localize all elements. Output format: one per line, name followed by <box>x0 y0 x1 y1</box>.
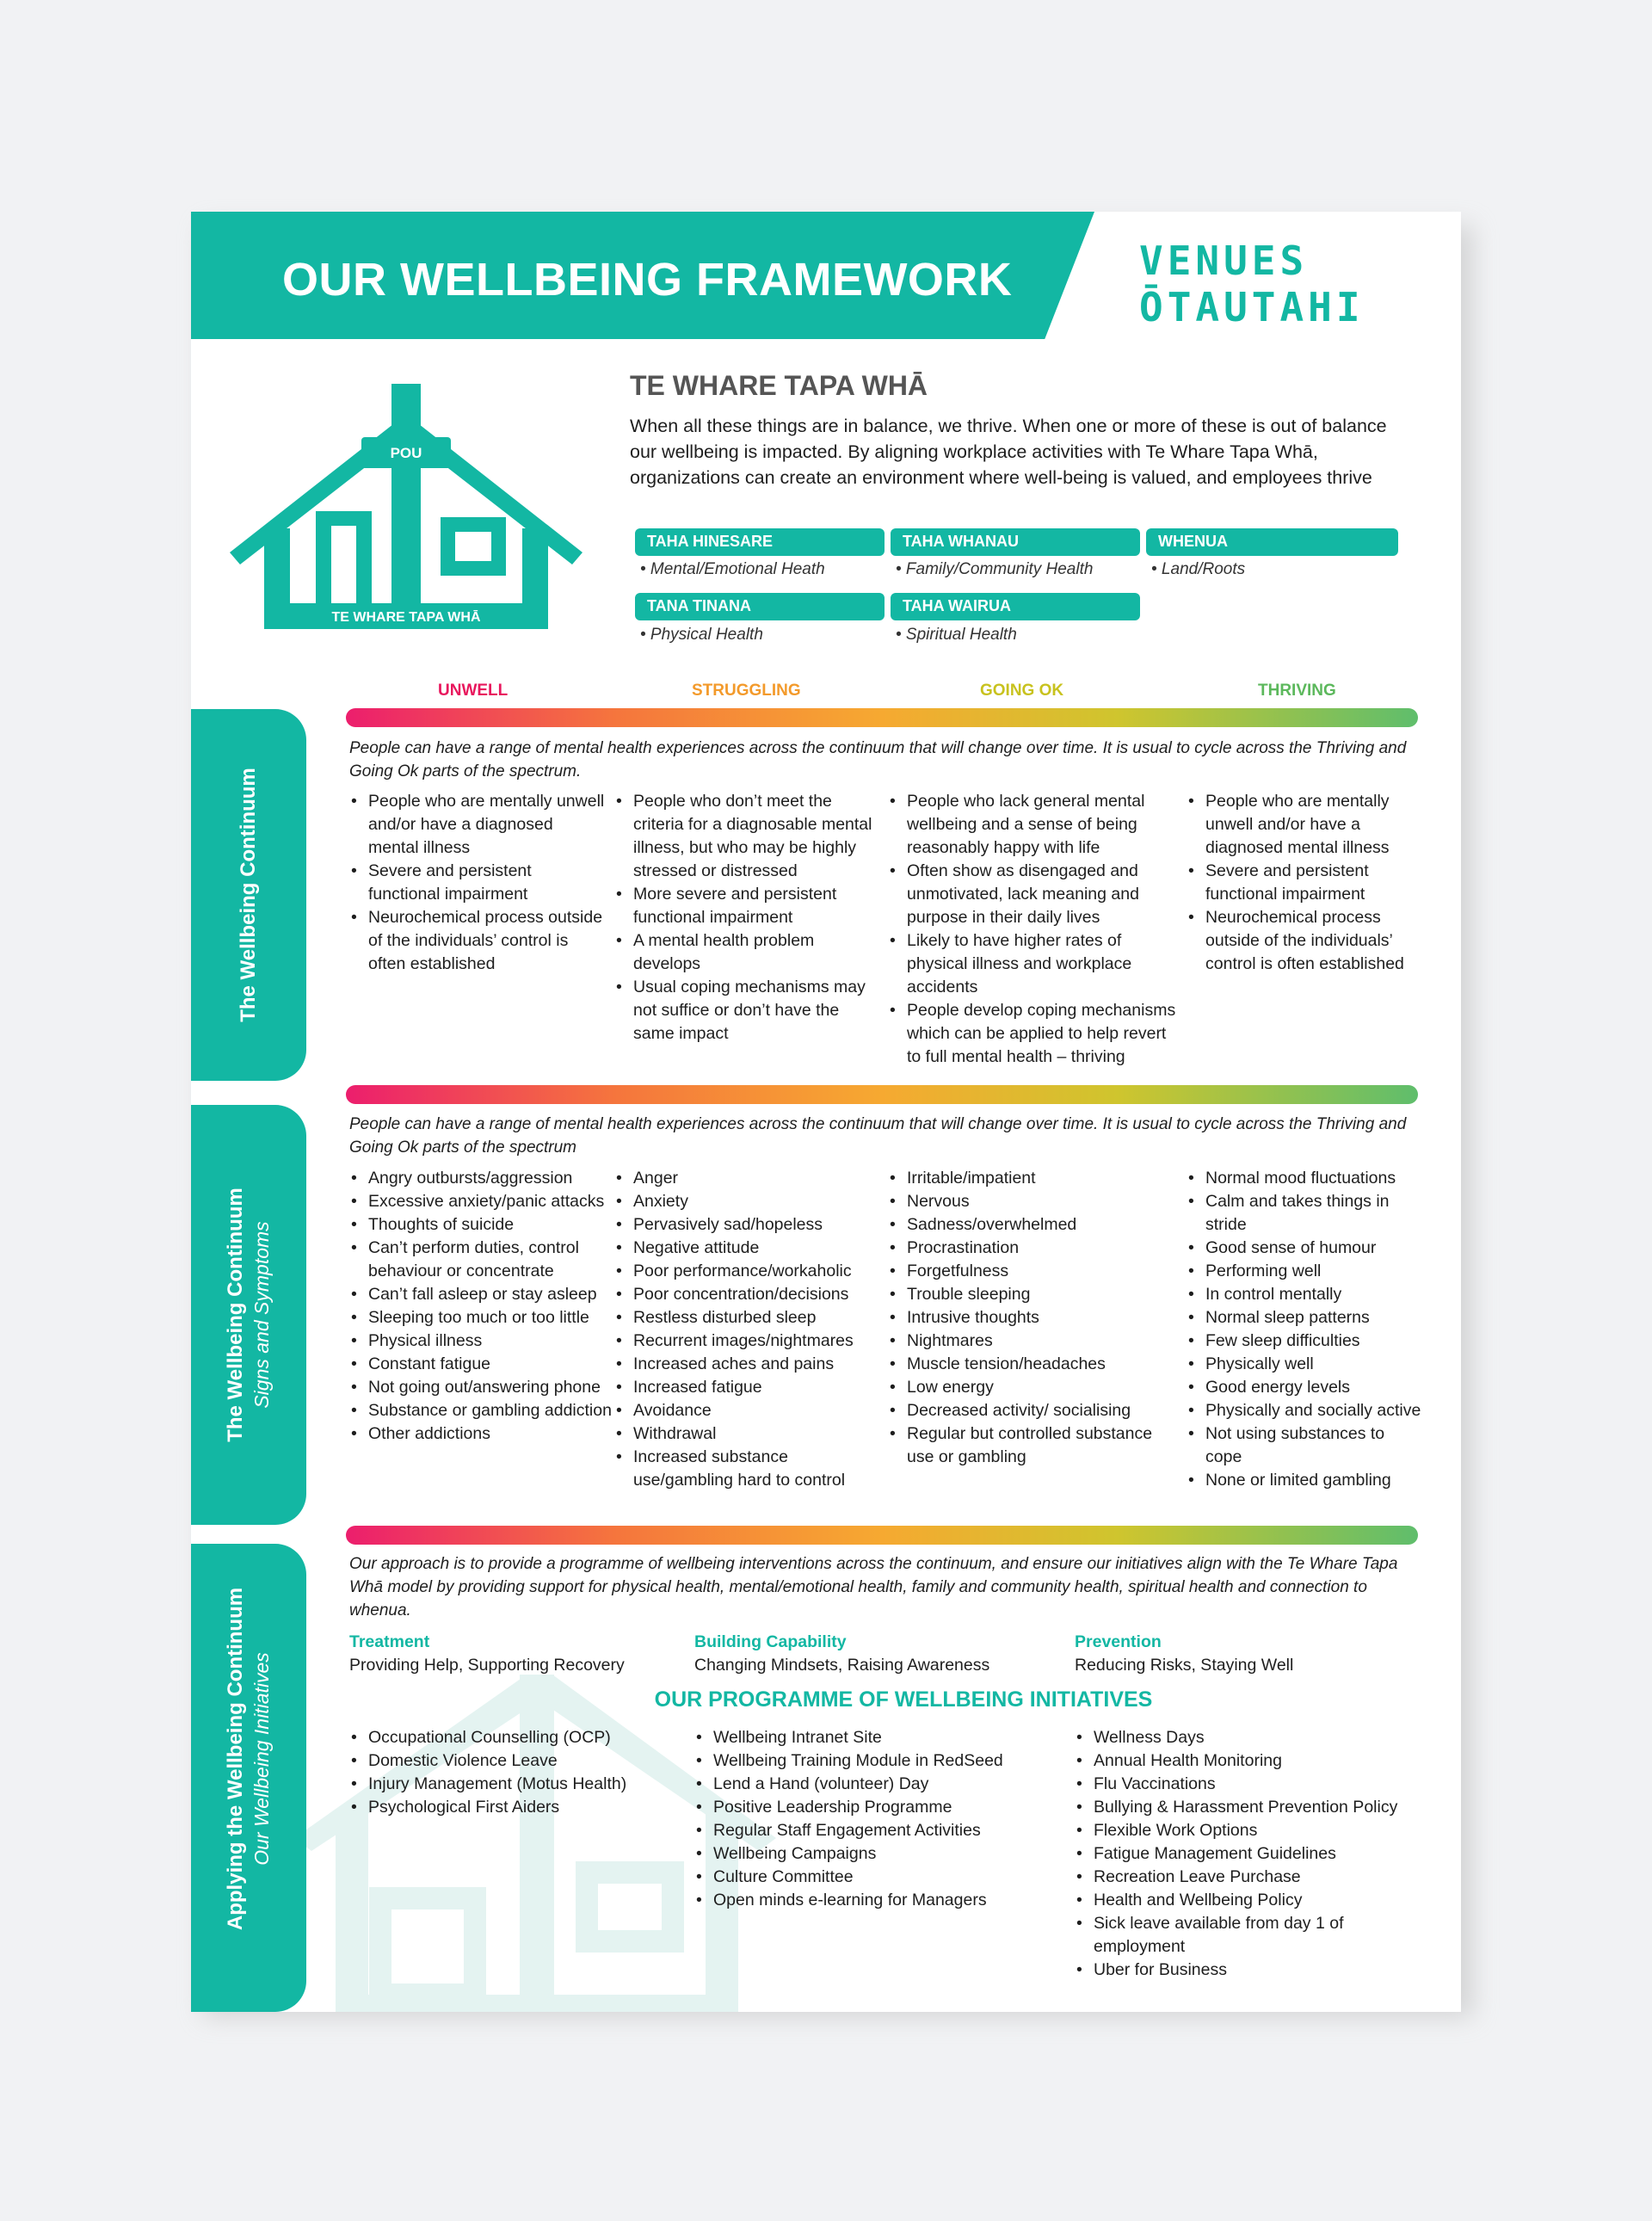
list-item: • Poor concentration/decisions <box>614 1283 881 1306</box>
list-item: • Regular Staff Engagement Activities <box>694 1819 1073 1842</box>
pillar-taha-wairua: TAHA WAIRUA <box>891 593 1140 620</box>
initiatives-intro: Our approach is to provide a programme of wellbeing interventions across the continuum, and ensure our initiatives align with the Te Whare Tapa Whā model by providing support for physical health, mental/emotional health, family and community health, spiritual health and connection to whenua. <box>349 1555 1398 1619</box>
framework-page <box>191 212 1461 2012</box>
list-item: • Avoidance <box>614 1399 881 1422</box>
level-struggling: STRUGGLING <box>692 682 801 700</box>
continuum-column-going-ok <box>888 790 1180 1069</box>
tab-subtitle: Signs and Symptoms <box>250 1221 273 1409</box>
list-item: • Sick leave available from day 1 of employment <box>1075 1912 1423 1959</box>
list-item: • Nightmares <box>888 1330 1180 1353</box>
tab-title: The Wellbeing Continuum <box>224 1188 247 1442</box>
list-item: • Culture Committee <box>694 1866 1073 1889</box>
continuum-gradient-bar <box>346 708 1418 727</box>
list-item: • Likely to have higher rates of physical illness and workplace accidents <box>888 929 1180 999</box>
brand-logo <box>1139 238 1365 330</box>
list-item: • More severe and persistent functional impairment <box>614 883 881 929</box>
brand-line-2: ŌTAUTAHI <box>1139 284 1365 330</box>
list-item: • Neurochemical process outside of the individuals’ control is often established <box>1187 906 1423 976</box>
tab-signs-and-symptoms <box>191 1105 306 1525</box>
list-item: • Flu Vaccinations <box>1075 1773 1423 1796</box>
pillar-taha-whanau: TAHA WHANAU <box>891 528 1140 556</box>
list-item: • Physically well <box>1187 1353 1423 1376</box>
list-item: • Anxiety <box>614 1190 881 1213</box>
symptoms-column-struggling <box>614 1167 881 1492</box>
list-item: • Intrusive thoughts <box>888 1306 1180 1330</box>
approach-prevention-label: Prevention <box>1075 1632 1162 1651</box>
whare-house-icon <box>230 384 583 629</box>
list-item: • Angry outbursts/aggression <box>349 1167 616 1190</box>
list-item: • Regular but controlled substance use or gambling <box>888 1422 1180 1469</box>
list-item: • Occupational Counselling (OCP) <box>349 1726 689 1749</box>
list-item: • Usual coping mechanisms may not suffice or don’t have the same impact <box>614 976 881 1046</box>
symptoms-column-unwell <box>349 1167 616 1446</box>
list-item: • Can’t fall asleep or stay asleep <box>349 1283 616 1306</box>
tab-title: Applying the Wellbeing Continuum <box>224 1587 247 1931</box>
tab-applying-continuum-label <box>223 1588 274 1930</box>
list-item: • Lend a Hand (volunteer) Day <box>694 1773 1073 1796</box>
list-item: • People who are mentally unwell and/or have a diagnosed mental illness <box>1187 790 1423 860</box>
initiatives-column-capability <box>694 1726 1073 1912</box>
list-item: • Annual Health Monitoring <box>1075 1749 1423 1773</box>
list-item: • Good sense of humour <box>1187 1237 1423 1260</box>
level-going-ok: GOING OK <box>980 682 1064 700</box>
list-item: • Nervous <box>888 1190 1180 1213</box>
list-item: • Anger <box>614 1167 881 1190</box>
symptoms-column-thriving <box>1187 1167 1423 1492</box>
pillar-taha-whanau-sub: • Family/Community Health <box>896 560 1094 578</box>
list-item: • Health and Wellbeing Policy <box>1075 1889 1423 1912</box>
list-item: • Increased fatigue <box>614 1376 881 1399</box>
list-item: • Wellbeing Intranet Site <box>694 1726 1073 1749</box>
pillar-taha-hinesare-sub: • Mental/Emotional Heath <box>640 560 825 578</box>
continuum-column-thriving <box>1187 790 1423 976</box>
list-item: • Open minds e-learning for Managers <box>694 1889 1073 1912</box>
approach-building-capability-text: Changing Mindsets, Raising Awareness <box>694 1656 990 1675</box>
list-item: • Normal mood fluctuations <box>1187 1167 1423 1190</box>
list-item: • Poor performance/workaholic <box>614 1260 881 1283</box>
level-thriving: THRIVING <box>1258 682 1336 700</box>
symptoms-intro: People can have a range of mental health experiences across the continuum that will change over time. It is usual to cycle across the Thriving and Going Ok parts of the spectrum <box>349 1115 1407 1157</box>
approach-building-capability-label: Building Capability <box>694 1632 847 1651</box>
list-item: • Physical illness <box>349 1330 616 1353</box>
tab-applying-continuum <box>191 1544 306 2012</box>
list-item: • Negative attitude <box>614 1237 881 1260</box>
list-item: • Withdrawal <box>614 1422 881 1446</box>
list-item: • Neurochemical process outside of the individuals’ control is often established <box>349 906 607 976</box>
list-item: • In control mentally <box>1187 1283 1423 1306</box>
continuum-column-struggling <box>614 790 881 1046</box>
approach-prevention-text: Reducing Risks, Staying Well <box>1075 1656 1294 1675</box>
list-item: • Forgetfulness <box>888 1260 1180 1283</box>
level-unwell: UNWELL <box>438 682 509 700</box>
continuum-gradient-bar <box>346 1085 1418 1104</box>
symptoms-column-going-ok <box>888 1167 1180 1469</box>
approach-treatment-label: Treatment <box>349 1632 430 1651</box>
brand-line-1: VENUES <box>1139 238 1309 284</box>
list-item: • Sleeping too much or too little <box>349 1306 616 1330</box>
initiatives-column-prevention <box>1075 1726 1423 1982</box>
pillar-taha-wairua-sub: • Spiritual Health <box>896 626 1017 644</box>
list-item: • Performing well <box>1187 1260 1423 1283</box>
list-item: • People who are mentally unwell and/or have a diagnosed mental illness <box>349 790 607 860</box>
house-top-label: POU <box>390 445 422 461</box>
list-item: • Can’t perform duties, control behaviour or concentrate <box>349 1237 616 1283</box>
list-item: • Flexible Work Options <box>1075 1819 1423 1842</box>
list-item: • Calm and takes things in stride <box>1187 1190 1423 1237</box>
list-item: • People who don’t meet the criteria for a diagnosable mental illness, but who may be highly stressed or distressed <box>614 790 881 883</box>
tab-title: The Wellbeing Continuum <box>237 768 260 1022</box>
list-item: • Injury Management (Motus Health) <box>349 1773 689 1796</box>
list-item: • Severe and persistent functional impairment <box>1187 860 1423 906</box>
pillar-tana-tinana: TANA TINANA <box>635 593 885 620</box>
list-item: • A mental health problem develops <box>614 929 881 976</box>
list-item: • Thoughts of suicide <box>349 1213 616 1237</box>
list-item: • Positive Leadership Programme <box>694 1796 1073 1819</box>
list-item: • Bullying & Harassment Prevention Policy <box>1075 1796 1423 1819</box>
list-item: • Muscle tension/headaches <box>888 1353 1180 1376</box>
list-item: • Increased aches and pains <box>614 1353 881 1376</box>
list-item: • Decreased activity/ socialising <box>888 1399 1180 1422</box>
list-item: • People who lack general mental wellbeing and a sense of being reasonably happy with life <box>888 790 1180 860</box>
pillar-whenua: WHENUA <box>1146 528 1398 556</box>
continuum-column-unwell <box>349 790 607 976</box>
pillar-tana-tinana-sub: • Physical Health <box>640 626 763 644</box>
list-item: • People develop coping mechanisms which can be applied to help revert to full mental health – thriving <box>888 999 1180 1069</box>
list-item: • Other addictions <box>349 1422 616 1446</box>
list-item: • Procrastination <box>888 1237 1180 1260</box>
list-item: • None or limited gambling <box>1187 1469 1423 1492</box>
list-item: • Good energy levels <box>1187 1376 1423 1399</box>
tab-wellbeing-continuum <box>191 709 306 1081</box>
list-item: • Domestic Violence Leave <box>349 1749 689 1773</box>
list-item: • Few sleep difficulties <box>1187 1330 1423 1353</box>
tab-wellbeing-continuum-label <box>236 768 262 1022</box>
list-item: • Substance or gambling addiction <box>349 1399 616 1422</box>
list-item: • Excessive anxiety/panic attacks <box>349 1190 616 1213</box>
list-item: • Constant fatigue <box>349 1353 616 1376</box>
list-item: • Recurrent images/nightmares <box>614 1330 881 1353</box>
list-item: • Not using substances to cope <box>1187 1422 1423 1469</box>
list-item: • Wellbeing Campaigns <box>694 1842 1073 1866</box>
list-item: • Increased substance use/gambling hard to control <box>614 1446 881 1492</box>
list-item: • Wellness Days <box>1075 1726 1423 1749</box>
list-item: • Restless disturbed sleep <box>614 1306 881 1330</box>
list-item: • Psychological First Aiders <box>349 1796 689 1819</box>
list-item: • Fatigue Management Guidelines <box>1075 1842 1423 1866</box>
list-item: • Not going out/answering phone <box>349 1376 616 1399</box>
continuum-intro: People can have a range of mental health experiences across the continuum that will change over time. It is usual to cycle across the Thriving and Going Ok parts of the spectrum. <box>349 739 1407 780</box>
continuum-gradient-bar <box>346 1526 1418 1545</box>
list-item: • Severe and persistent functional impairment <box>349 860 607 906</box>
list-item: • Recreation Leave Purchase <box>1075 1866 1423 1889</box>
list-item: • Sadness/overwhelmed <box>888 1213 1180 1237</box>
page-title: OUR WELLBEING FRAMEWORK <box>282 254 1013 305</box>
list-item: • Uber for Business <box>1075 1959 1423 1982</box>
tab-subtitle: Our Wellbeing Initiatives <box>250 1652 273 1866</box>
list-item: • Often show as disengaged and unmotivated, lack meaning and purpose in their daily lives <box>888 860 1180 929</box>
initiatives-column-treatment <box>349 1726 689 1819</box>
tab-signs-and-symptoms-label <box>223 1188 274 1442</box>
list-item: • Normal sleep patterns <box>1187 1306 1423 1330</box>
approach-treatment-text: Providing Help, Supporting Recovery <box>349 1656 625 1675</box>
list-item: • Wellbeing Training Module in RedSeed <box>694 1749 1073 1773</box>
list-item: • Trouble sleeping <box>888 1283 1180 1306</box>
te-whare-description: When all these things are in balance, we thrive. When one or more of these is out of balance our wellbeing is impacted. By aligning workplace activities with Te Whare Tapa Whā, organizations can create an environment where well-being is valued, and employees thrive <box>630 416 1387 488</box>
house-base-label: TE WHARE TAPA WHĀ <box>331 610 481 625</box>
pillar-whenua-sub: • Land/Roots <box>1151 560 1246 578</box>
list-item: • Pervasively sad/hopeless <box>614 1213 881 1237</box>
list-item: • Irritable/impatient <box>888 1167 1180 1190</box>
list-item: • Physically and socially active <box>1187 1399 1423 1422</box>
te-whare-title: TE WHARE TAPA WHĀ <box>630 370 928 401</box>
pillar-taha-hinesare: TAHA HINESARE <box>635 528 885 556</box>
list-item: • Low energy <box>888 1376 1180 1399</box>
programme-title: OUR PROGRAMME OF WELLBEING INITIATIVES <box>654 1687 1153 1712</box>
